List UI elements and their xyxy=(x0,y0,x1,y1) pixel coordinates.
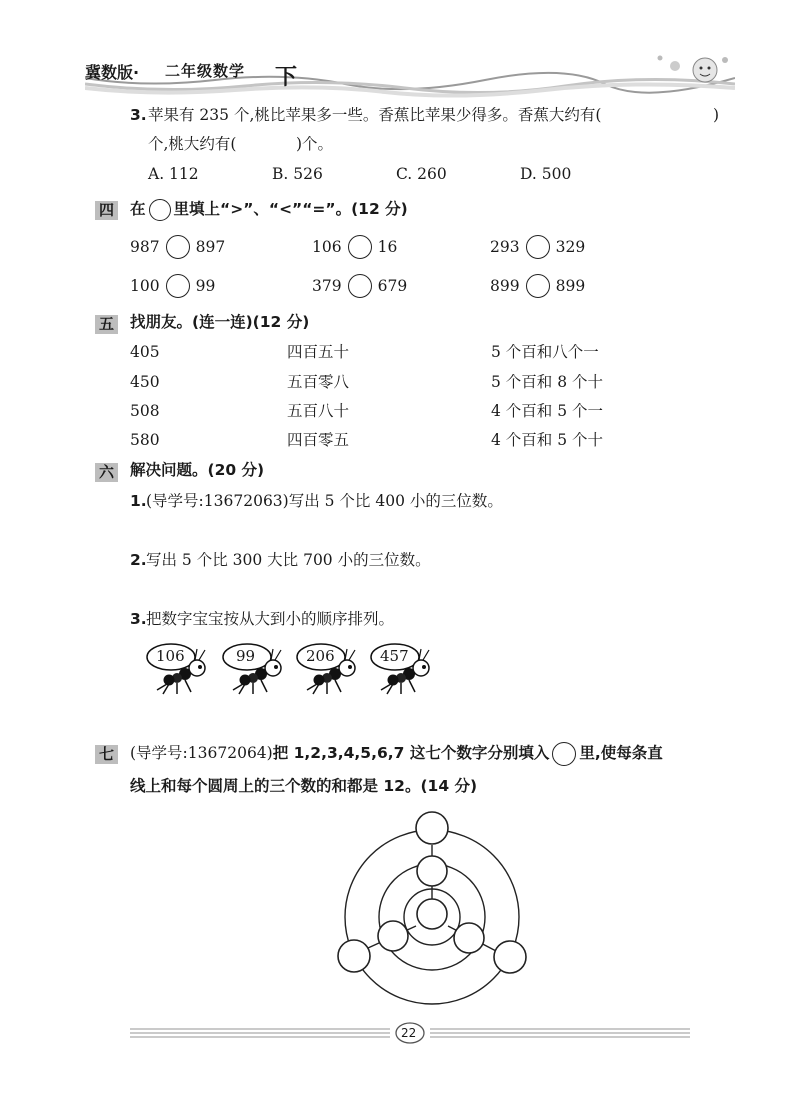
match-place-value[interactable]: 4 个百和 5 个十 xyxy=(491,431,604,449)
compare-right: 16 xyxy=(377,238,398,256)
section-5-number: 五 xyxy=(95,315,118,334)
compare-left: 106 xyxy=(312,238,342,256)
page-number: 22 xyxy=(401,1026,417,1040)
compare-item xyxy=(490,235,585,259)
match-number[interactable]: 405 xyxy=(130,343,160,361)
section-5-title: 找朋友。(连一连)(12 分) xyxy=(130,313,310,331)
compare-item xyxy=(312,274,407,298)
q6-2-number: 2. xyxy=(130,551,147,569)
blank-circle-icon xyxy=(149,199,171,221)
answer-circle xyxy=(416,812,448,844)
answer-circle xyxy=(454,923,484,953)
q3-number: 3. xyxy=(130,106,147,124)
grade-label: 二年级数学 xyxy=(165,62,246,80)
ant-number: 457 xyxy=(380,647,409,665)
section-4-number: 四 xyxy=(95,201,118,220)
section-4-title xyxy=(130,199,408,221)
q6-3-number: 3. xyxy=(130,610,147,628)
answer-circle xyxy=(417,899,447,929)
answer-circle xyxy=(338,940,370,972)
compare-left: 293 xyxy=(490,238,520,256)
q6-2-text: 写出 5 个比 300 大比 700 小的三位数。 xyxy=(146,551,431,569)
section-4-title-a: 在 xyxy=(130,200,146,219)
match-words[interactable]: 四百零五 xyxy=(287,431,350,449)
q6-3-text: 把数字宝宝按从大到小的顺序排列。 xyxy=(146,610,395,628)
section-4-title-b: 里填上“>”、“<”“=”。(12 分) xyxy=(173,200,408,219)
answer-circle[interactable] xyxy=(348,235,372,259)
ants-group xyxy=(145,638,445,698)
section-6-title: 解决问题。(20 分) xyxy=(130,461,265,479)
answer-circle[interactable] xyxy=(166,274,190,298)
match-words[interactable]: 五百零八 xyxy=(287,373,350,391)
q3-line1: 苹果有 235 个,桃比苹果多一些。香蕉比苹果少得多。香蕉大约有( xyxy=(148,106,602,124)
ant-card[interactable] xyxy=(369,638,441,696)
section-7-ref: (导学号:13672064) xyxy=(130,744,273,763)
ant-card[interactable] xyxy=(295,638,367,696)
answer-circle[interactable] xyxy=(526,274,550,298)
q3-line2-paren: )个。 xyxy=(296,135,334,153)
answer-circle[interactable] xyxy=(526,235,550,259)
match-number[interactable]: 580 xyxy=(130,431,160,449)
compare-item xyxy=(130,235,225,259)
compare-item xyxy=(490,274,585,298)
ant-number: 99 xyxy=(236,647,256,665)
option-a: A. 112 xyxy=(148,165,199,183)
volume-label: 下 xyxy=(275,65,298,90)
compare-left: 987 xyxy=(130,238,160,256)
section-7-line1 xyxy=(130,742,663,766)
option-b: B. 526 xyxy=(272,165,323,183)
compare-right: 679 xyxy=(377,277,408,295)
compare-left: 899 xyxy=(490,277,520,295)
match-words[interactable]: 五百八十 xyxy=(287,402,350,420)
answer-circle[interactable] xyxy=(166,235,190,259)
compare-right: 897 xyxy=(195,238,226,256)
compare-item xyxy=(130,274,215,298)
match-place-value[interactable]: 4 个百和 5 个一 xyxy=(491,402,604,420)
match-words[interactable]: 四百五十 xyxy=(287,343,350,361)
section-6-number: 六 xyxy=(95,463,118,482)
q3-line2: 个,桃大约有( xyxy=(148,135,237,153)
compare-left: 379 xyxy=(312,277,342,295)
option-c: C. 260 xyxy=(396,165,447,183)
section-7-line2: 线上和每个圆周上的三个数的和都是 12。(14 分) xyxy=(130,777,478,795)
answer-circle[interactable] xyxy=(348,274,372,298)
option-d: D. 500 xyxy=(520,165,572,183)
section-7-text-a: 把 1,2,3,4,5,6,7 这七个数字分别填入 xyxy=(272,744,550,763)
answer-circle xyxy=(378,921,408,951)
section-7-number: 七 xyxy=(95,745,118,764)
match-number[interactable]: 450 xyxy=(130,373,160,391)
match-place-value[interactable]: 5 个百和八个一 xyxy=(491,343,599,361)
compare-right: 99 xyxy=(195,277,216,295)
page-header xyxy=(85,58,735,90)
answer-circle xyxy=(494,941,526,973)
q6-1-number: 1. xyxy=(130,492,147,510)
ant-number: 106 xyxy=(156,647,185,665)
match-place-value[interactable]: 5 个百和 8 个十 xyxy=(491,373,604,391)
ant-icon xyxy=(221,638,293,696)
compare-left: 100 xyxy=(130,277,160,295)
ant-card[interactable] xyxy=(145,638,217,696)
section-7-text-b: 里,使每条直 xyxy=(579,744,663,763)
ant-number: 206 xyxy=(306,647,335,665)
compare-right: 899 xyxy=(555,277,586,295)
q3-line1-paren: ) xyxy=(713,106,720,124)
blank-circle-icon xyxy=(552,742,576,766)
match-number[interactable]: 508 xyxy=(130,402,160,420)
kids-cartoon-icon xyxy=(645,48,735,88)
compare-right: 329 xyxy=(555,238,586,256)
compare-item xyxy=(312,235,397,259)
circle-puzzle-diagram xyxy=(330,805,530,1010)
q6-1-text: (导学号:13672063)写出 5 个比 400 小的三位数。 xyxy=(146,492,503,510)
answer-circle xyxy=(417,856,447,886)
edition-label: 冀数版· xyxy=(85,63,140,82)
ant-card[interactable] xyxy=(221,638,293,696)
